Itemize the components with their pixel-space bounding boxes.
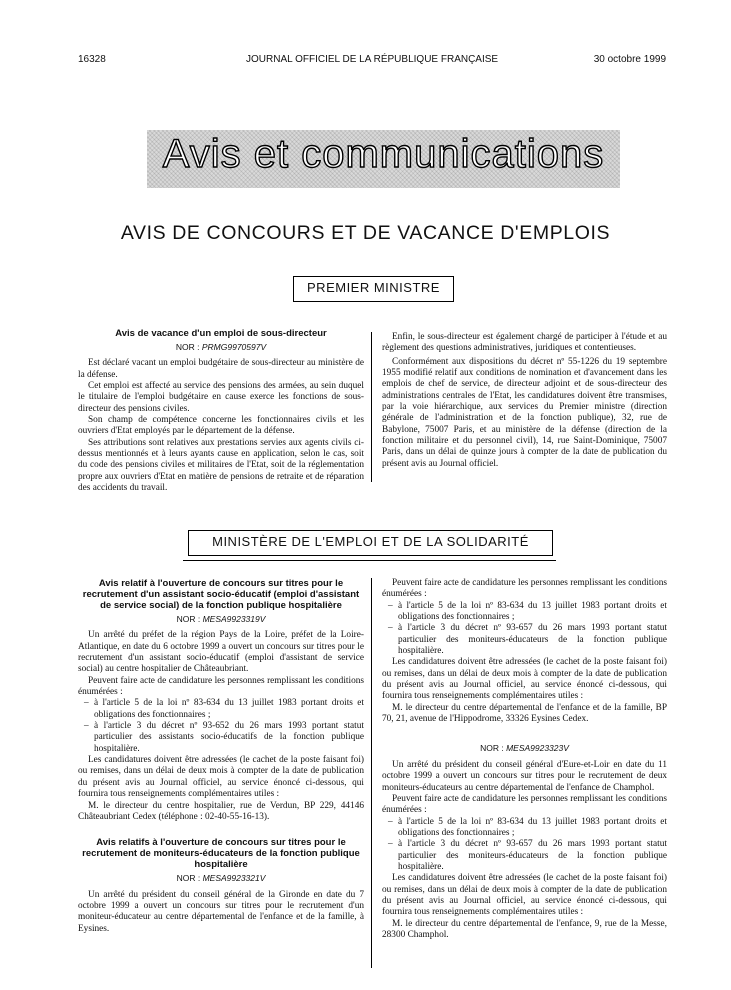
conditions-list — [382, 817, 667, 874]
paragraph: Est déclaré vacant un emploi budgétaire de sous-directeur au ministère de la défense. — [78, 358, 364, 380]
list-item: – à l'article 3 du décret nº 93-657 du 26 mars 1993 portant statut particulier des moniteurs-éducateurs de la fonction publique hospitalière. — [382, 839, 667, 873]
column-divider — [371, 332, 372, 482]
paragraph: Peuvent faire acte de candidature les personnes remplissant les conditions énumérées : — [382, 578, 667, 600]
paragraph: Un arrêté du préfet de la région Pays de la Loire, préfet de la Loire-Atlantique, en date du 6 octobre 1999 a ouvert un concours sur titres pour le recrutement d'un assistant socio-éducatif (emploi d'assistant de service social) au centre hospitalier de Châteaubriant. — [78, 630, 364, 675]
paragraph: Les candidatures doivent être adressées (le cachet de la poste faisant foi) ou remises, dans un délai de deux mois à compter de la date de publication du présent avis au Journal officiel, au service énoncé ci-dessous, qui fournira tous renseignements complémentaires utiles : — [78, 755, 364, 800]
paragraph: Enfin, le sous-directeur est également chargé de participer à l'étude et au règlement des questions administratives, juridiques et contentieuses. — [382, 332, 667, 354]
nor-reference: NOR : MESA9923321V — [176, 873, 266, 884]
list-item: – à l'article 3 du décret nº 93-652 du 26 mars 1993 portant statut particulier des assistants socio-éducatifs de la fonction publique hospitalière. — [78, 721, 364, 755]
paragraph: Conformément aux dispositions du décret nº 55-1226 du 19 septembre 1955 modifié relatif aux conditions de nomination et d'avancement dans les emplois de chef de service, de directeur adjoint et de sous-directeur des administrations centrales de l'Etat, les candidatures doivent être transmises, par la voie hiérarchique, aux services du Premier ministre (direction générale de l'administration et de la fonction publique), 32, rue de Babylone, 75007 Paris, et au ministère de la défense (direction de la fonction militaire et du personnel civil), 14, rue Saint-Dominique, 75007 Paris, dans un délai de quinze jours à compter de la date de publication du présent avis au Journal officiel. — [382, 356, 667, 469]
conditions-list — [78, 698, 364, 755]
paragraph: Les candidatures doivent être adressées (le cachet de la poste faisant foi) ou remises, dans un délai de deux mois à compter de la date de publication du présent avis au Journal officiel, au service énoncé ci-dessous, qui fournira tous renseignements complémentaires utiles : — [382, 657, 667, 702]
list-item: – à l'article 5 de la loi nº 83-634 du 13 juillet 1983 portant droits et obligations des fonctionnaires ; — [382, 601, 667, 624]
notice-heading: Avis relatif à l'ouverture de concours sur titres pour le recrutement d'un assistant socio-éducatif (emploi d'assistant de service social) de la fonction publique hospitalière — [82, 578, 360, 611]
right-column — [382, 578, 667, 941]
paragraph: Un arrêté du président du conseil général d'Eure-et-Loir en date du 11 octobre 1999 a ouvert un concours sur titres pour le recrutement de deux moniteurs-éducateurs au centre départemental de l'enfance de Champhol. — [382, 759, 667, 793]
conditions-list — [382, 601, 667, 658]
paragraph: M. le directeur du centre hospitalier, rue de Verdun, BP 229, 44146 Châteaubriant Cedex (téléphone : 02-40-55-16-13). — [78, 800, 364, 822]
notice-heading: Avis relatifs à l'ouverture de concours sur titres pour le recrutement de moniteurs-éducateurs de la fonction publique hospitalière — [82, 837, 360, 871]
ministry-box-premier-ministre: PREMIER MINISTRE — [293, 276, 454, 302]
list-item: – à l'article 5 de la loi nº 83-634 du 13 juillet 1983 portant droits et obligations des fonctionnaires ; — [382, 817, 667, 840]
notice-heading: Avis de vacance d'un emploi de sous-directeur — [115, 328, 327, 339]
running-head — [78, 54, 666, 68]
paragraph: Un arrêté du président du conseil général de la Gironde en date du 7 octobre 1999 a ouvert un concours sur titres pour le recrutement d'un moniteur-éducateur au centre départemental de l'enfance et de la famille, à Eysines. — [78, 889, 364, 934]
page-number: 16328 — [78, 54, 106, 65]
list-item: – à l'article 5 de la loi nº 83-634 du 13 juillet 1983 portant droits et obligations des fonctionnaires ; — [78, 698, 364, 721]
section-title: AVIS DE CONCOURS ET DE VACANCE D'EMPLOIS — [120, 222, 611, 244]
paragraph: M. le directeur du centre départemental de l'enfance et de la famille, BP 70, 21, avenue de l'Hippodrome, 33326 Eysines Cedex. — [382, 702, 667, 725]
paragraph: M. le directeur du centre départemental de l'enfance, 9, rue de la Messe, 28300 Champhol. — [382, 918, 667, 940]
paragraph: Cet emploi est affecté au service des pensions des armées, au sein duquel le titulaire de l'emploi budgétaire en cause exerce les fonctions de sous-directeur des pensions civiles. — [78, 381, 364, 414]
journal-title: JOURNAL OFFICIEL DE LA RÉPUBLIQUE FRANÇAISE — [246, 54, 499, 65]
paragraph: Peuvent faire acte de candidature les personnes remplissant les conditions énumérées : — [382, 793, 667, 816]
issue-date: 30 octobre 1999 — [593, 54, 666, 65]
left-column — [78, 578, 364, 935]
paragraph: Ses attributions sont relatives aux prestations servies aux agents civils ci-dessus mentionnés et à leurs ayants cause en application, selon le cas, soit du code des pensions civiles et militaires de l'Etat, soit de la réglementation propre aux ouvriers d'Etat en matière de pensions de retraite et de réparation des accidents du travail. — [78, 437, 364, 494]
list-item: – à l'article 3 du décret nº 93-657 du 26 mars 1993 portant statut particulier des moniteurs-éducateurs de la fonction publique hospitalière. — [382, 623, 667, 657]
section-rule — [183, 560, 556, 561]
column-divider — [371, 578, 372, 968]
nor-reference: NOR : MESA9923323V — [480, 743, 569, 754]
nor-reference: NOR : PRMG9970597V — [175, 342, 267, 352]
paragraph: Les candidatures doivent être adressées (le cachet de la poste faisant foi) ou remises, dans un délai de deux mois à compter de la date de publication du présent avis au Journal officiel, au service énoncé ci-dessous, qui fournira tous renseignements complémentaires utiles : — [382, 873, 667, 918]
notice-1-right — [382, 332, 667, 470]
banner-title: Avis et communications — [162, 132, 605, 176]
ministry-box-emploi-solidarite: MINISTÈRE DE L'EMPLOI ET DE LA SOLIDARITÉ — [188, 530, 553, 556]
paragraph: Son champ de compétence concerne les fonctionnaires civils et les ouvriers d'Etat employés par le département de la défense. — [78, 415, 364, 437]
section-banner — [147, 130, 620, 188]
paragraph: Peuvent faire acte de candidature les personnes remplissant les conditions énumérées : — [78, 675, 364, 698]
notice-1-left — [78, 328, 364, 494]
nor-reference: NOR : MESA9923319V — [176, 614, 266, 624]
